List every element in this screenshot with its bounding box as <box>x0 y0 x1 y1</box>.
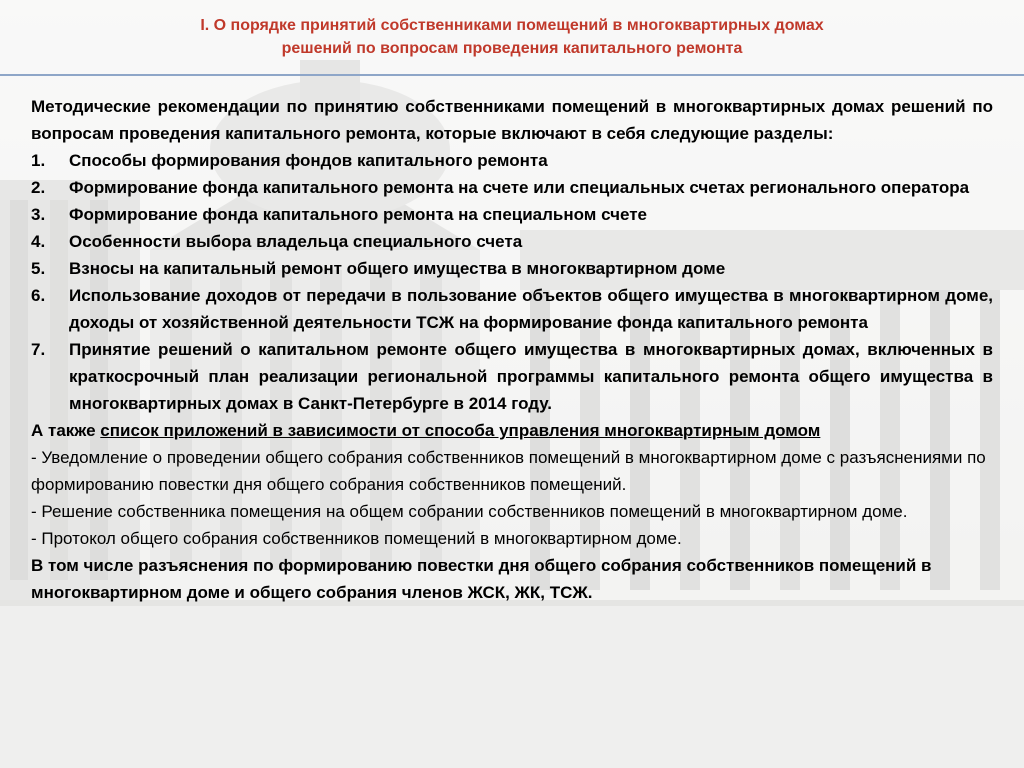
list-item <box>31 255 993 282</box>
list-item-text: Способы формирования фондов капитального ремонта <box>69 151 548 170</box>
appendix-prefix: А также <box>31 421 101 440</box>
appendix-item: - Протокол общего собрания собственников помещений в многоквартирном доме. <box>31 529 682 548</box>
slide-title-line1: I. О порядке принятий собственниками помещений в многоквартирных домах <box>200 17 824 34</box>
list-item-number: 6. <box>31 286 46 305</box>
list-item <box>31 336 993 417</box>
slide-title-line2: решений по вопросам проведения капитального ремонта <box>281 40 743 57</box>
list-item <box>31 282 993 336</box>
list-item-number: 7. <box>31 340 46 359</box>
list-item-text: Взносы на капитальный ремонт общего имущества в многоквартирном доме <box>69 259 726 278</box>
list-item-number: 4. <box>31 232 46 251</box>
title-divider <box>0 74 1024 76</box>
appendix-heading <box>31 417 993 444</box>
list-item <box>31 228 993 255</box>
appendix-link[interactable]: список приложений в зависимости от способа управления многоквартирным домом <box>100 421 821 440</box>
appendix-item: - Решение собственника помещения на общем собрании собственников помещений в многоквартирном доме. <box>31 502 908 521</box>
list-item-text: Формирование фонда капитального ремонта на счете или специальных счетах регионального оператора <box>69 178 970 197</box>
list-item-number: 1. <box>31 151 46 170</box>
list-item-text: Принятие решений о капитальном ремонте общего имущества в многоквартирных домах, включенных в краткосрочный план реализации региональной программы капитального ремонта общего имущества в многоквартирных домах в Санкт-Петербурге в 2014 году. <box>69 340 993 413</box>
list-item <box>31 147 993 174</box>
list-item-number: 2. <box>31 178 46 197</box>
slide-body <box>31 93 993 606</box>
list-item-text: Формирование фонда капитального ремонта на специальном счете <box>69 205 647 224</box>
list-item-number: 3. <box>31 205 46 224</box>
list-item-number: 5. <box>31 259 46 278</box>
list-item <box>31 174 993 201</box>
appendix-item: - Уведомление о проведении общего собрания собственников помещений в многоквартирном доме с разъяснениями по формированию повестки дня общего собрания собственников помещений. <box>31 448 986 494</box>
slide-title <box>0 14 1024 60</box>
closing-paragraph: В том числе разъяснения по формированию повестки дня общего собрания собственников помещений в многоквартирном доме и общего собрания членов ЖСК, ЖК, ТСЖ. <box>31 556 932 602</box>
list-item-text: Особенности выбора владельца специального счета <box>69 232 523 251</box>
intro-paragraph: Методические рекомендации по принятию собственниками помещений в многоквартирных домах решений по вопросам проведения капитального ремонта, которые включают в себя следующие разделы: <box>31 97 993 143</box>
list-item <box>31 201 993 228</box>
list-item-text: Использование доходов от передачи в пользование объектов общего имущества в многоквартирном доме, доходы от хозяйственной деятельности ТСЖ на формирование фонда капитального ремонта <box>69 286 993 332</box>
sections-list <box>31 147 993 417</box>
